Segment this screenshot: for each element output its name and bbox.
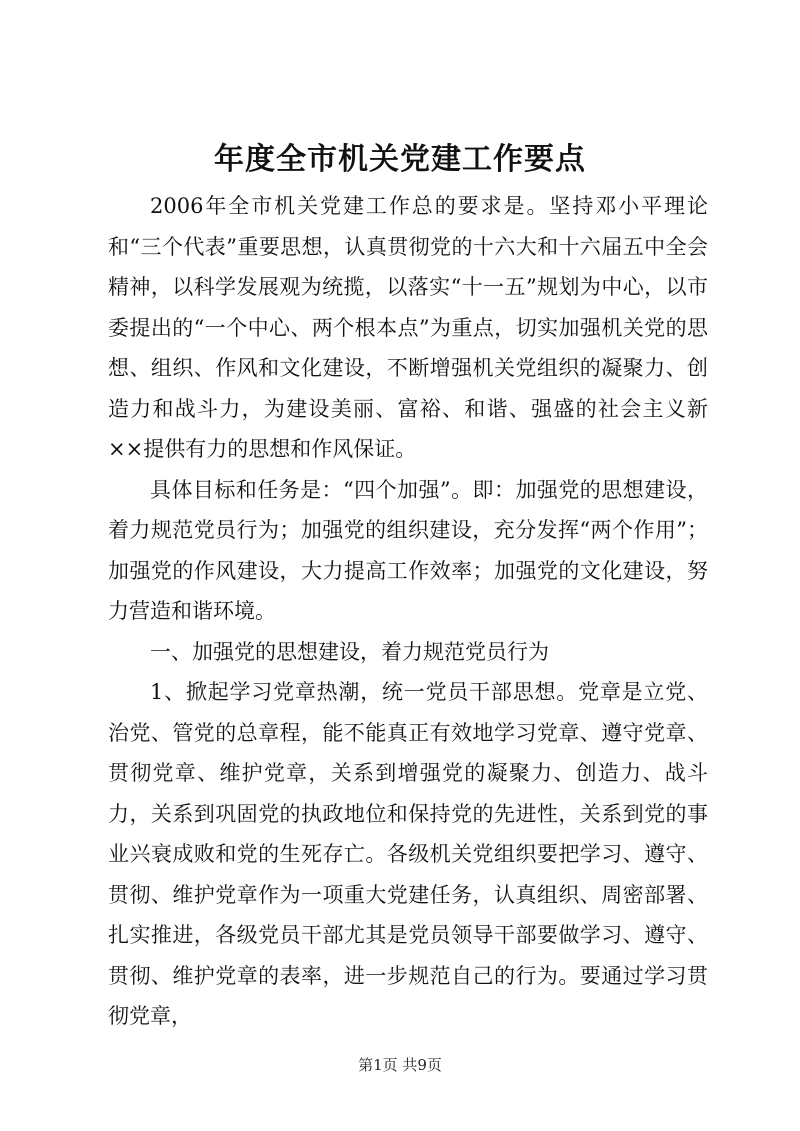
document-body <box>108 186 708 1037</box>
page-footer: 第1页 共9页 <box>358 1056 442 1074</box>
paragraph-general-requirements: 2006年全市机关党建工作总的要求是。坚持邓小平理论和“三个代表”重要思想，认真贯彻党的十六大和十六届五中全会精神，以科学发展观为统揽，以落实“十一五”规划为中心，以市委提出的“一个中心、两个根本点”为重点，切实加强机关党的思想、组织、作风和文化建设，不断增强机关党组织的凝聚力、创造力和战斗力，为建设美丽、富裕、和谐、强盛的社会主义新××提供有力的思想和作风保证。 <box>108 194 708 461</box>
document-title: 年度全市机关党建工作要点 <box>214 142 586 177</box>
paragraph-goals-tasks: 具体目标和任务是：“四个加强”。即：加强党的思想建设，着力规范党员行为；加强党的组织建设，充分发挥“两个作用”；加强党的作风建设，大力提高工作效率；加强党的文化建设，努力营造和谐环境。 <box>108 477 708 623</box>
paragraph-item-1: 1、掀起学习党章热潮，统一党员干部思想。党章是立党、治党、管党的总章程，能不能真正有效地学习党章、遵守党章、贯彻党章、维护党章，关系到增强党的凝聚力、创造力、战斗力，关系到巩固党的执政地位和保持党的先进性，关系到党的事业兴衰成败和党的生死存亡。各级机关党组织要把学习、遵守、贯彻、维护党章作为一项重大党建任务，认真组织、周密部署、扎实推进，各级党员干部尤其是党员领导干部要做学习、遵守、贯彻、维护党章的表率，进一步规范自己的行为。要通过学习贯彻党章， <box>108 680 708 1028</box>
section-heading-1: 一、加强党的思想建设，着力规范党员行为 <box>150 639 549 664</box>
